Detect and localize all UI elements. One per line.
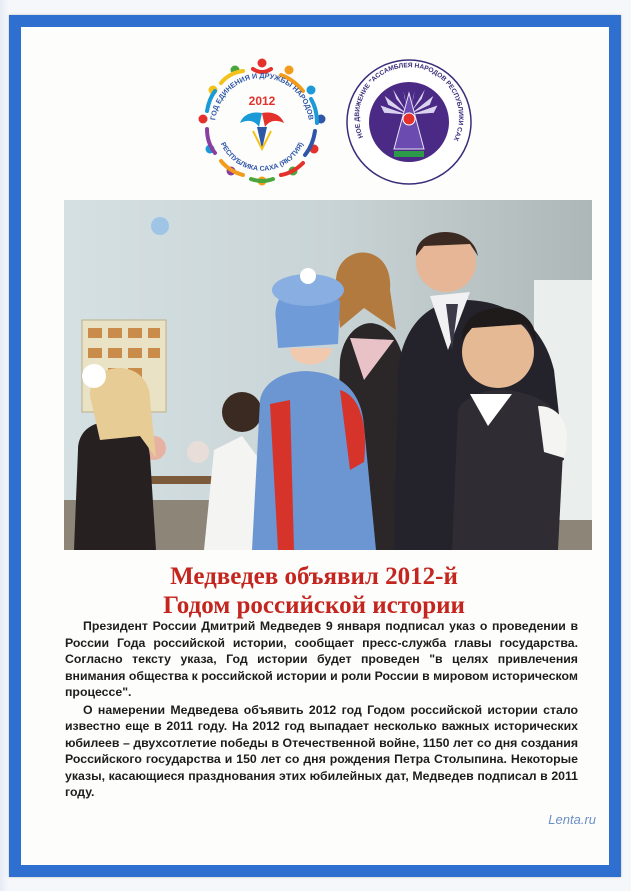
year-of-unity-emblem — [193, 53, 331, 191]
article-source: Lenta.ru — [548, 812, 596, 827]
svg-text:ОБЩЕСТВЕННОЕ ДВИЖЕНИЕ "АССАМБЛ: НОЕ ДВИЖЕНИЕ "АССАМБЛЕЯ НАРОДОВ РЕСПУБЛИКИ САХ — [353, 62, 465, 142]
article-paragraph: О намерении Медведева объявить 2012 год Годом российской истории стало известно еще в 2011 году. На 2012 год выпадает несколько важных исторических юбилеев – двухсотлетие победы в Отечественной войне, 1150 лет со дня создания Российского государства и 150 лет со дня рождения Петра Столыпина. Некоторые указы, касающиеся празднования этих юбилейных дат, Медведев подписал в 2011 году. — [65, 702, 578, 799]
emblem-year: 2012 — [248, 94, 276, 108]
photo-children-with-president-icon — [64, 200, 592, 550]
svg-text:ГОД ЕДИНЕНИЯ И ДРУЖБЫ НАРОДОВ: ГОД ЕДИНЕНИЯ И ДРУЖБЫ НАРОДОВ — [208, 70, 316, 121]
headline-line-2: Годом российской истории — [163, 592, 465, 619]
year-of-unity-emblem-icon — [193, 53, 331, 191]
article-headline — [61, 562, 567, 620]
article-paragraph: Президент России Дмитрий Медведев 9 января подписал указ о проведении в России Года российской истории, сообщает пресс-служба главы государства. Согласно тексту указа, Год истории будет проведен "в целях привлечения внимания общества к российской истории и роли России в мировом историческом процессе". — [65, 619, 578, 699]
article-body — [65, 618, 578, 802]
svg-text:РЕСПУБЛИКА САХА (ЯКУТИЯ): РЕСПУБЛИКА САХА (ЯКУТИЯ) — [218, 141, 306, 173]
news-photo — [64, 200, 592, 550]
assembly-of-peoples-emblem-icon — [344, 57, 474, 187]
assembly-of-peoples-emblem — [344, 57, 474, 187]
headline-line-1: Медведев объявил 2012-й — [170, 563, 458, 590]
